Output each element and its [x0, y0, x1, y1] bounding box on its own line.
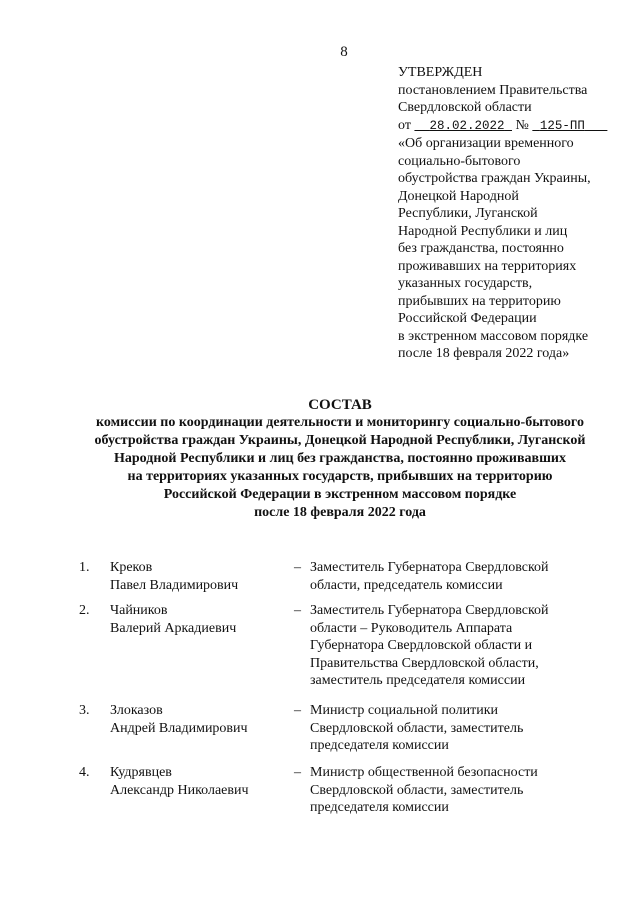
approval-line: постановлением Правительства — [398, 82, 588, 98]
page-number: 8 — [340, 44, 348, 60]
heading-subtitle — [60, 414, 620, 522]
date-prefix: от — [398, 117, 411, 133]
member-role: Заместитель Губернатора Свердловской области – Руководитель Аппарата Губернатора Свердловской области и Правительства Свердловской области, заместитель председателя комиссии — [310, 603, 549, 688]
member-number: 4. — [79, 765, 90, 780]
approval-date: 28.02.2022 — [429, 118, 505, 133]
member-dash: – — [294, 560, 301, 575]
member-number: 1. — [79, 560, 90, 575]
approval-subject-line: социально-бытового — [398, 153, 521, 169]
heading-line: Народной Республики и лиц без гражданства, постоянно проживавших — [114, 451, 566, 466]
approval-date-line — [398, 117, 628, 136]
approval-subject-line: указанных государств, — [398, 276, 533, 291]
approval-stamp — [398, 64, 628, 363]
approval-subject-line: обустройства граждан Украины, — [398, 171, 591, 186]
approval-subject-line: Народной Республики и лиц — [398, 223, 568, 239]
approval-subject — [398, 135, 628, 363]
member-role: Министр социальной политики Свердловской области, заместитель председателя комиссии — [310, 703, 524, 753]
approval-line: Свердловской области — [398, 100, 532, 115]
approval-subject-line: без гражданства, постоянно — [398, 241, 564, 256]
member-dash: – — [294, 603, 301, 618]
document-heading — [60, 396, 620, 522]
heading-line: комиссии по координации деятельности и мониторингу социально-бытового — [96, 415, 584, 430]
member-role: Заместитель Губернатора Свердловской области, председатель комиссии — [310, 560, 549, 593]
approval-subject-line: в экстренном массовом порядке — [398, 328, 589, 344]
member-dash: – — [294, 765, 301, 780]
heading-line: на территориях указанных государств, прибывших на территорию — [127, 469, 553, 484]
heading-line: Российской Федерации в экстренном массовом порядке — [163, 487, 517, 502]
member-name: Креков Павел Владимирович — [110, 560, 239, 593]
member-role: Министр общественной безопасности Свердловской области, заместитель председателя комиссии — [310, 765, 538, 815]
member-dash: – — [294, 703, 301, 718]
heading-line: после 18 февраля 2022 года — [254, 505, 426, 520]
approval-subject-line: «Об организации временного — [398, 136, 574, 151]
approval-subject-line: Донецкой Народной — [398, 188, 519, 204]
approval-subject-line: Российской Федерации — [398, 311, 537, 326]
member-name: Чайников Валерий Аркадиевич — [110, 603, 237, 636]
member-number: 2. — [79, 603, 90, 618]
member-name: Злоказов Андрей Владимирович — [110, 703, 248, 736]
member-name: Кудрявцев Александр Николаевич — [110, 765, 249, 798]
heading-title: СОСТАВ — [308, 397, 372, 413]
approval-number: 125-ПП — [539, 118, 585, 133]
approval-subject-line: прибывших на территорию — [398, 293, 561, 309]
member-number: 3. — [79, 703, 90, 718]
approval-subject-line: Республики, Луганской — [398, 206, 538, 221]
approval-subject-line: проживавших на территориях — [398, 258, 577, 274]
approval-subject-line: после 18 февраля 2022 года» — [398, 346, 570, 361]
number-prefix: № — [515, 117, 529, 133]
approval-title: УТВЕРЖДЕН — [398, 65, 483, 80]
heading-line: обустройства граждан Украины, Донецкой Народной Республики, Луганской — [94, 433, 586, 448]
